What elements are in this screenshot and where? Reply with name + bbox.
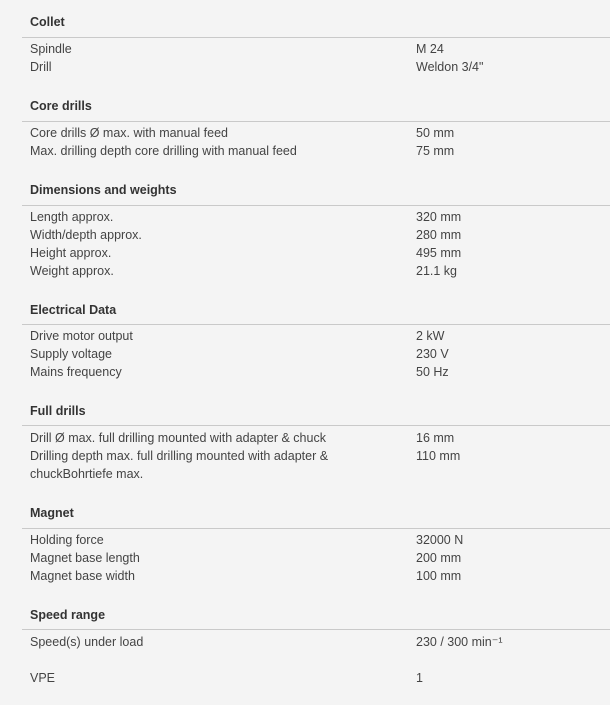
section-header-core-drills <box>22 99 610 122</box>
section-header-electrical-data <box>22 303 610 325</box>
section-title: Magnet <box>30 506 74 520</box>
spec-label: Height approx. <box>30 246 112 260</box>
spec-value: 50 Hz <box>416 365 449 379</box>
spec-value: 2 kW <box>416 329 445 343</box>
spec-label: Width/depth approx. <box>30 228 142 242</box>
spec-label: Magnet base width <box>30 569 135 583</box>
spec-label: VPE <box>30 671 56 685</box>
spec-label: Drill <box>30 60 52 74</box>
section-title: Dimensions and weights <box>30 183 177 197</box>
spec-label: Drill Ø max. full drilling mounted with adapter & chuck <box>30 431 326 445</box>
section-header-magnet <box>22 506 610 529</box>
spec-value: 100 mm <box>416 569 462 583</box>
spec-value: 1 <box>416 671 423 685</box>
spec-value: 200 mm <box>416 551 462 565</box>
spec-value: 16 mm <box>416 431 455 445</box>
spec-value: 110 mm <box>416 449 461 463</box>
spec-label: Supply voltage <box>30 347 113 361</box>
spec-value: 280 mm <box>416 228 462 242</box>
section-title: Core drills <box>30 99 92 113</box>
spec-label: Magnet base length <box>30 551 140 565</box>
spec-value: 230 / 300 min⁻¹ <box>416 635 503 649</box>
section-header-speed-range <box>22 608 610 630</box>
spec-value: 495 mm <box>416 246 462 260</box>
spec-label: Spindle <box>30 42 72 56</box>
spec-label: Max. drilling depth core drilling with manual feed <box>30 144 297 158</box>
section-title: Collet <box>30 15 65 29</box>
spec-value: 230 V <box>416 347 449 361</box>
spec-label: Drilling depth max. full drilling mounted with adapter & chuckBohrtiefe max. <box>30 449 329 481</box>
spec-value: 32000 N <box>416 533 464 547</box>
section-header-collet <box>22 15 610 38</box>
section-title: Full drills <box>30 404 86 418</box>
spec-value: 320 mm <box>416 210 462 224</box>
section-title: Electrical Data <box>30 303 117 317</box>
spec-value: Weldon 3/4" <box>416 60 484 74</box>
section-header-dimensions-and-weights <box>22 183 610 206</box>
spec-label: Speed(s) under load <box>30 635 144 649</box>
spec-value: 75 mm <box>416 144 455 158</box>
spec-label: Length approx. <box>30 210 114 224</box>
section-header-full-drills <box>22 404 610 426</box>
spec-value: 50 mm <box>416 126 455 140</box>
spec-value: M 24 <box>416 42 444 56</box>
section-title: Speed range <box>30 608 106 622</box>
spec-label: Drive motor output <box>30 329 133 343</box>
spec-label: Mains frequency <box>30 365 122 379</box>
spec-label: Holding force <box>30 533 104 547</box>
spec-label: Weight approx. <box>30 264 114 278</box>
spec-value: 21.1 kg <box>416 264 458 278</box>
spec-label: Core drills Ø max. with manual feed <box>30 126 228 140</box>
